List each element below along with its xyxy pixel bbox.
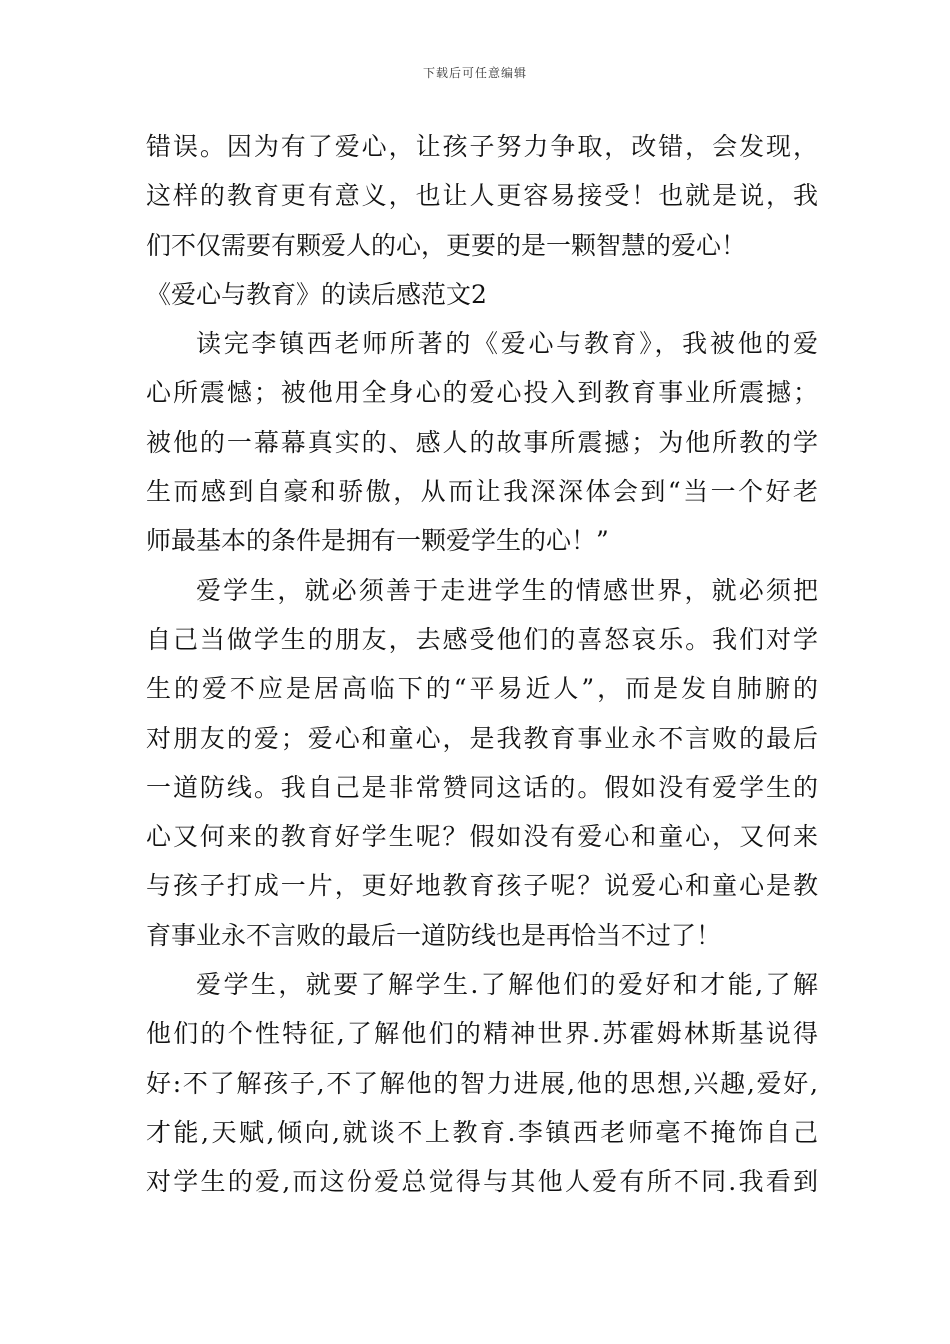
text-line: 错误。因为有了爱心，让孩子努力争取，改错，会发现， (146, 132, 818, 161)
text-line: 这样的教育更有意义，也让人更容易接受！也就是说，我 (146, 181, 818, 211)
text-line: 才能,天赋,倾向,就谈不上教育.李镇西老师毫不掩饰自己 (146, 1117, 818, 1147)
text-line: 爱学生，就要了解学生.了解他们的爱好和才能,了解 (196, 970, 818, 1000)
text-line: 生而感到自豪和骄傲，从而让我深深体会到“当一个好老 (146, 477, 818, 507)
text-line: 与孩子打成一片，更好地教育孩子呢？说爱心和童心是教 (146, 871, 818, 901)
text-line: 心所震憾；被他用全身心的爱心投入到教育事业所震撼； (146, 378, 818, 408)
text-line: 育事业永不言败的最后一道防线也是再恰当不过了！ (146, 920, 722, 950)
text-line: 被他的一幕幕真实的、感人的故事所震撼；为他所教的学 (146, 427, 818, 457)
text-line: 对学生的爱,而这份爱总觉得与其他人爱有所不同.我看到 (146, 1167, 818, 1197)
document-body (146, 122, 818, 1207)
text-line: 师最基本的条件是拥有一颗爱学生的心！” (146, 526, 609, 556)
text-line: 一道防线。我自己是非常赞同这话的。假如没有爱学生的 (146, 772, 818, 802)
text-line: 爱学生，就必须善于走进学生的情感世界，就必须把 (196, 575, 818, 605)
text-line: 好:不了解孩子,不了解他的智力进展,他的思想,兴趣,爱好, (146, 1068, 818, 1098)
text-line: 《爱心与教育》的读后感范文2 (146, 279, 487, 309)
text-line: 他们的个性特征,了解他们的精神世界.苏霍姆林斯基说得 (146, 1019, 818, 1049)
text-line: 读完李镇西老师所著的《爱心与教育》，我被他的爱 (196, 329, 818, 359)
page-header: 下载后可任意编辑 (422, 66, 527, 80)
text-line: 心又何来的教育好学生呢？假如没有爱心和童心，又何来 (146, 822, 818, 852)
text-line: 自己当做学生的朋友，去感受他们的喜怒哀乐。我们对学 (146, 624, 818, 654)
text-line: 们不仅需要有颗爱人的心，更要的是一颗智慧的爱心！ (146, 230, 747, 260)
text-line: 生的爱不应是居高临下的“平易近人”，而是发自肺腑的 (146, 674, 818, 704)
text-line: 对朋友的爱；爱心和童心，是我教育事业永不言败的最后 (146, 723, 818, 753)
